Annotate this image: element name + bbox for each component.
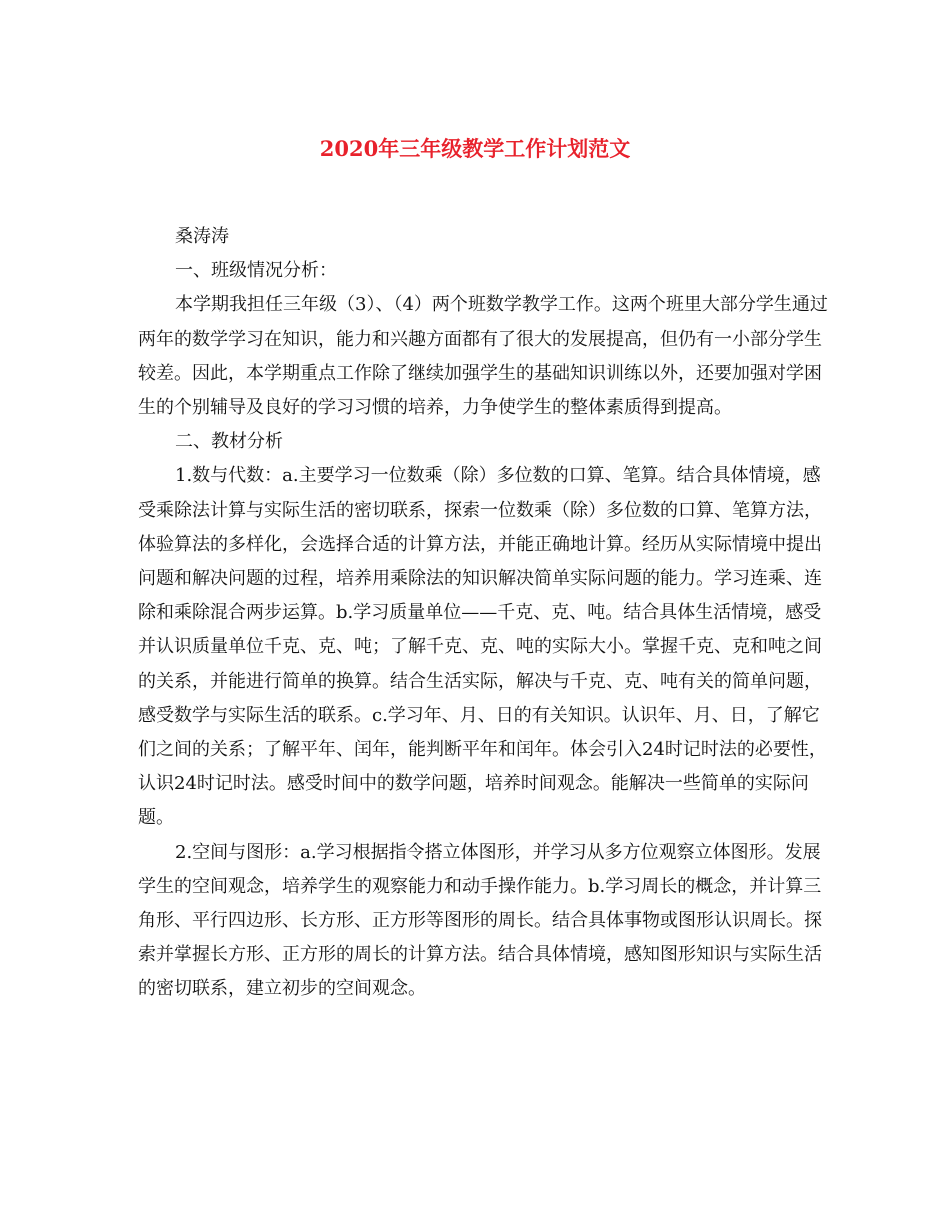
paragraph-class-analysis: 本学期我担任三年级（3）、（4）两个班数学教学工作。这两个班里大部分学生通过两年的数学学习在知识，能力和兴趣方面都有了很大的发展提高，但仍有一小部分学生较差。因此，本学期重点工作除了继续加强学生的基础知识训练以外，还要加强对学困生的个别辅导及良好的学习习惯的培养，力争使学生的整体素质得到提高。 bbox=[138, 294, 828, 419]
document-title: 2020年三年级教学工作计划范文 bbox=[319, 136, 631, 161]
paragraph-space-shapes: 2.空间与图形：a.学习根据指令搭立体图形，并学习从多方位观察立体图形。发展学生的空间观念，培养学生的观察能力和动手操作能力。b.学习周长的概念，并计算三角形、平行四边形、长方形、正方形等图形的周长。结合具体事物或图形认识周长。探索并掌握长方形、正方形的周长的计算方法。结合具体情境，感知图形知识与实际生活的密切联系，建立初步的空间观念。 bbox=[138, 841, 822, 1000]
document-body bbox=[138, 220, 828, 1007]
author-line: 桑涛涛 bbox=[175, 226, 229, 247]
paragraph-numbers-algebra: 1.数与代数：a.主要学习一位数乘（除）多位数的口算、笔算。结合具体情境，感受乘除法计算与实际生活的密切联系，探索一位数乘（除）多位数的口算、笔算方法，体验算法的多样化，会选择合适的计算方法，并能正确地计算。经历从实际情境中提出问题和解决问题的过程，培养用乘除法的知识解决简单实际问题的能力。学习连乘、连除和乘除混合两步运算。b.学习质量单位——千克、克、吨。结合具体生活情境，感受并认识质量单位千克、克、吨；了解千克、克、吨的实际大小。掌握千克、克和吨之间的关系，并能进行简单的换算。结合生活实际，解决与千克、克、吨有关的简单问题，感受数学与实际生活的联系。c.学习年、月、日的有关知识。认识年、月、日，了解它们之间的关系；了解平年、闰年，能判断平年和闰年。体会引入24时记时法的必要性，认识24时记时法。感受时间中的数学问题，培养时间观念。能解决一些简单的实际问题。 bbox=[138, 465, 827, 829]
section-heading-textbook-analysis: 二、教材分析 bbox=[175, 431, 283, 453]
section-heading-class-analysis: 一、班级情况分析： bbox=[175, 260, 337, 282]
